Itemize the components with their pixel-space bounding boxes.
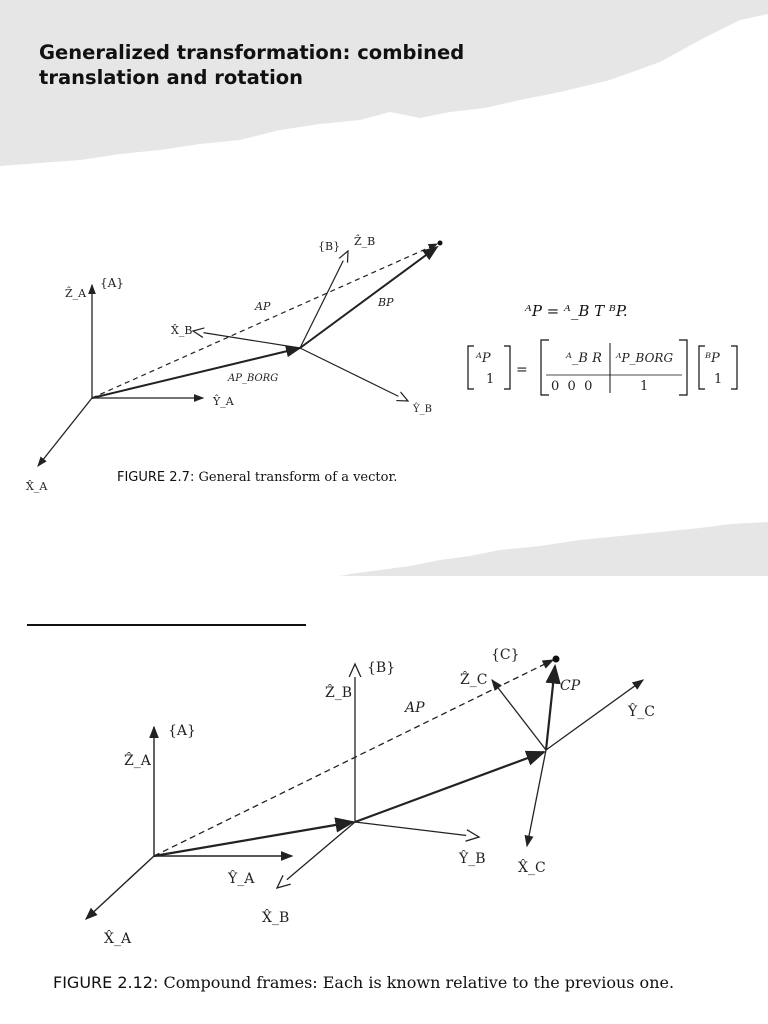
fig212-label-y-a: Ŷ_A bbox=[228, 871, 255, 887]
fig27-label-z-b: Ẑ_B bbox=[354, 235, 376, 248]
fig27-label-y-b: Ŷ_B bbox=[413, 404, 432, 415]
fig212-label-x-a: X̂_A bbox=[104, 931, 132, 947]
fig212-label-z-c: Ẑ_C bbox=[460, 672, 488, 688]
fig27-label-x-a: X̂_A bbox=[26, 480, 48, 493]
transform-equation: ᴬP = ᴬ_B T ᴮP. bbox=[525, 302, 628, 320]
fig212-y-b-axis bbox=[355, 822, 479, 837]
fig27-label-frame-b: {B} bbox=[318, 240, 341, 253]
fig212-label-frame-c: {C} bbox=[491, 647, 520, 663]
fig27-label-frame-a: {A} bbox=[100, 276, 124, 290]
fig212-point-p bbox=[553, 656, 560, 663]
fig212-label-z-a: Ẑ_A bbox=[124, 753, 151, 769]
figure-2-12-caption-text: Compound frames: Each is known relative to the previous one. bbox=[163, 973, 675, 992]
fig212-label-cp: CP bbox=[560, 678, 581, 694]
matrix-equals: = bbox=[516, 362, 528, 378]
fig212-label-x-b: X̂_B bbox=[262, 910, 290, 926]
fig212-label-y-b: Ŷ_B bbox=[459, 851, 486, 867]
fig27-label-bp: BP bbox=[378, 296, 394, 309]
fig27-label-x-b: X̂_B bbox=[171, 324, 193, 337]
fig212-z-c-axis bbox=[492, 680, 546, 750]
fig212-x-a-axis bbox=[86, 856, 154, 919]
figure-2-12-caption bbox=[53, 973, 674, 992]
matrix-left-top: ᴬP bbox=[476, 351, 491, 366]
matrix-one: 1 bbox=[640, 379, 649, 394]
fig212-cp-vector bbox=[546, 666, 555, 750]
figure-2-12-caption-number: FIGURE 2.12: bbox=[53, 973, 159, 992]
fig212-label-ap: AP bbox=[405, 700, 425, 716]
fig27-label-ap: AP bbox=[255, 300, 271, 313]
fig212-label-frame-b: {B} bbox=[367, 660, 396, 676]
fig212-label-y-c: Ŷ_C bbox=[628, 704, 655, 720]
matrix-left-bottom: 1 bbox=[486, 372, 495, 387]
matrix-origin: ᴬP_BORG bbox=[616, 351, 674, 365]
matrix-right-bottom: 1 bbox=[714, 372, 723, 387]
fig212-ab-vector bbox=[154, 822, 353, 856]
fig27-label-ap-borg: AP_BORG bbox=[228, 373, 279, 384]
fig212-label-z-b: Ẑ_B bbox=[325, 685, 353, 701]
matrix-rotation: ᴬ_B R bbox=[566, 351, 602, 366]
fig212-label-x-c: X̂_C bbox=[518, 860, 546, 876]
fig212-x-c-axis bbox=[527, 750, 546, 846]
title-line-1: Generalized transformation: combined bbox=[39, 41, 465, 64]
fig27-label-y-a: Ŷ_A bbox=[213, 395, 234, 408]
fig212-bc-vector bbox=[355, 752, 544, 822]
fig212-label-frame-a: {A} bbox=[168, 723, 196, 739]
fig27-label-z-a: Ẑ_A bbox=[65, 287, 87, 300]
figure-2-7-caption-number: FIGURE 2.7: bbox=[117, 470, 195, 485]
fig212-ap-dashed-vector bbox=[154, 660, 553, 856]
figure-2-7-caption-text: General transform of a vector. bbox=[198, 470, 398, 485]
title-line-2: translation and rotation bbox=[39, 66, 304, 89]
matrix-right-top: ᴮP bbox=[705, 351, 720, 366]
matrix-zeros: 0 0 0 bbox=[551, 379, 593, 394]
